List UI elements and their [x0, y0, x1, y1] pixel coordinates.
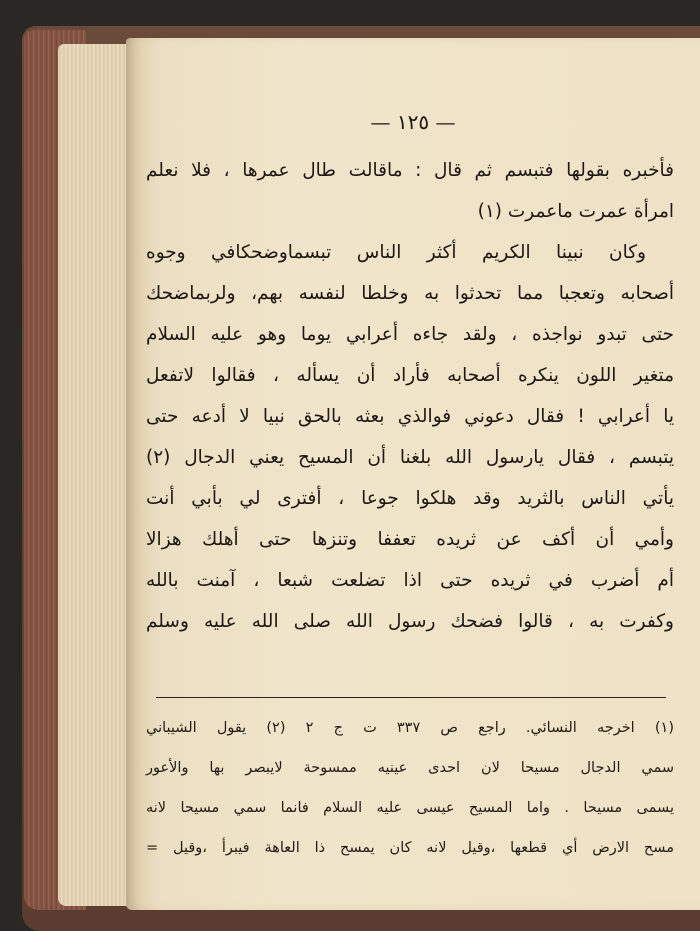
- text-line: وأمي أن أكف عن ثريده تعففا وتنزها حتى أهلك هزالا: [146, 529, 674, 550]
- text-line: فأخبره بقولها فتبسم ثم قال : ماقالت طال عمرها ، فلا نعلم: [146, 160, 674, 181]
- text-line: وكان نبينا الكريم أكثر الناس تبسماوضحكافي وجوه: [146, 242, 646, 263]
- text-line: حتى تبدو نواجذه ، ولقد جاءه أعرابي يوما وهو عليه السلام: [146, 324, 674, 345]
- footnotes: [146, 708, 674, 868]
- footnote-line: يسمى مسيحا . واما المسيح عيسى عليه السلام فانما سمي مسيحا لانه: [146, 800, 674, 816]
- text-line: يا أعرابي ! فقال دعوني فوالذي بعثه بالحق نبيا لا أدعه حتى: [146, 406, 674, 427]
- text-line: يأتي الناس بالثريد وقد هلكوا جوعا ، أفترى لي بأبي أنت: [146, 488, 674, 509]
- page-number: — ١٢٥ —: [370, 110, 456, 134]
- text-line: وكفرت به ، قالوا فضحك رسول الله صلى الله عليه وسلم: [146, 611, 674, 632]
- footnote-line: مسح الارض أي قطعها ،وقيل لانه كان يمسح ذا العاهة فيبرأ ،وقيل =: [146, 840, 674, 856]
- book-page: [126, 38, 700, 910]
- text-line: امرأة عمرت ماعمرت (١): [477, 201, 674, 222]
- footnote-line: سمي الدجال مسيحا لان احدى عينيه ممسوحة لايبصر بها والأعور: [146, 760, 674, 776]
- main-text: [146, 150, 674, 642]
- text-line: يتبسم ، فقال يارسول الله بلغنا أن المسيح يعني الدجال (٢): [146, 447, 674, 468]
- text-line: متغير اللون ينكره أصحابه فأراد أن يسأله ، فقالوا لاتفعل: [146, 365, 674, 386]
- text-line: أصحابه وتعجبا مما تحدثوا به وخلطا لنفسه بهم، ولربماضحك: [146, 283, 674, 304]
- footnote-divider: [156, 697, 666, 698]
- footnote-line: (١) اخرجه النسائي. راجع ص ٣٣٧ ت ج ٢ (٢) يقول الشيباني: [146, 720, 674, 736]
- text-line: أم أضرب في ثريده حتى اذا تضلعت شبعا ، آمنت بالله: [146, 570, 674, 591]
